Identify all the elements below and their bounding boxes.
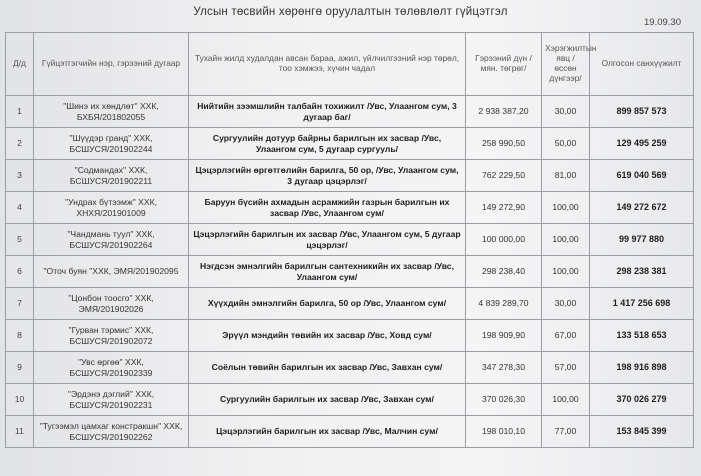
row-description: Цэцэрлэгийн барилгын их засвар /Увс, Малчин сум/ bbox=[189, 416, 466, 448]
table-row bbox=[6, 160, 694, 192]
row-contractor: "Шинэ их хөндлөт" ХХК, БХБЯ/201802055 bbox=[34, 96, 189, 128]
row-progress: 100,00 bbox=[542, 224, 590, 256]
header-num: Д/д bbox=[6, 33, 34, 96]
row-progress: 50,00 bbox=[542, 128, 590, 160]
row-progress: 100,00 bbox=[542, 384, 590, 416]
table-row bbox=[6, 256, 694, 288]
row-funding: 899 857 573 bbox=[590, 96, 694, 128]
row-description: Нийтийн зээмшлийн талбайн тохижилт /Увс, Улаангом сум, 3 дугаар баг/ bbox=[189, 96, 466, 128]
row-amount: 198 010,10 bbox=[466, 416, 542, 448]
row-contractor: "Эрдэнэ дэглий" ХХК, БСШУСЯ/201902231 bbox=[34, 384, 189, 416]
table-row bbox=[6, 352, 694, 384]
row-progress: 77,00 bbox=[542, 416, 590, 448]
row-amount: 100 000,00 bbox=[466, 224, 542, 256]
row-progress: 100,00 bbox=[542, 192, 590, 224]
row-funding: 198 916 898 bbox=[590, 352, 694, 384]
row-description: Соёлын төвийн барилгын их засвар /Увс, Завхан сум/ bbox=[189, 352, 466, 384]
table-row bbox=[6, 96, 694, 128]
document-title: Улсын төсвийн хөрөнгө оруулалтын төлөвлөлт гүйцэтгэл bbox=[193, 6, 508, 18]
row-funding: 370 026 279 bbox=[590, 384, 694, 416]
row-progress: 100,00 bbox=[542, 256, 590, 288]
header-funding: Олгосон санхүүжилт bbox=[590, 33, 694, 96]
row-contractor: "Шүүдэр гранд" ХХК, БСШУСЯ/201902244 bbox=[34, 128, 189, 160]
row-num: 3 bbox=[6, 160, 34, 192]
table-row bbox=[6, 416, 694, 448]
row-num: 4 bbox=[6, 192, 34, 224]
row-funding: 153 845 399 bbox=[590, 416, 694, 448]
row-progress: 30,00 bbox=[542, 288, 590, 320]
row-funding: 619 040 569 bbox=[590, 160, 694, 192]
row-progress: 67,00 bbox=[542, 320, 590, 352]
investment-table bbox=[5, 32, 694, 448]
row-description: Сургуулийн барилгын их засвар /Увс, Завхан сум/ bbox=[189, 384, 466, 416]
row-contractor: "Гурван тэрмис" ХХК, БСШУСЯ/201902072 bbox=[34, 320, 189, 352]
document-date: 19.09.30 bbox=[644, 17, 681, 28]
table-row bbox=[6, 288, 694, 320]
row-progress: 81,00 bbox=[542, 160, 590, 192]
row-num: 2 bbox=[6, 128, 34, 160]
row-num: 5 bbox=[6, 224, 34, 256]
row-contractor: "Тугээмэл цамхаг констракшн" ХХК, БСШУСЯ/201902262 bbox=[34, 416, 189, 448]
row-progress: 57,00 bbox=[542, 352, 590, 384]
row-funding: 129 495 259 bbox=[590, 128, 694, 160]
row-num: 10 bbox=[6, 384, 34, 416]
row-amount: 762 229,50 bbox=[466, 160, 542, 192]
row-contractor: "Оточ буян "ХХК, ЭМЯ/201902095 bbox=[34, 256, 189, 288]
header-contractor: Гүйцэтгэгчийн нэр, гэрээний дугаар bbox=[34, 33, 189, 96]
table-row bbox=[6, 224, 694, 256]
row-amount: 4 839 289,70 bbox=[466, 288, 542, 320]
row-description: Баруун бүсийн ахмадын асрамжийн газрын барилгын их засвар /Увс, Улаангом сум/ bbox=[189, 192, 466, 224]
row-funding: 298 238 381 bbox=[590, 256, 694, 288]
table-header-row bbox=[6, 33, 694, 96]
row-progress: 30,00 bbox=[542, 96, 590, 128]
row-amount: 2 938 387,20 bbox=[466, 96, 542, 128]
row-amount: 258 990,50 bbox=[466, 128, 542, 160]
table-row bbox=[6, 192, 694, 224]
table-row bbox=[6, 320, 694, 352]
row-contractor: "Чандмань туул" ХХК, БСШУСЯ/201902264 bbox=[34, 224, 189, 256]
row-description: Хүүхдийн эмнэлгийн барилга, 50 ор /Увс, Улаангом сум/ bbox=[189, 288, 466, 320]
row-num: 7 bbox=[6, 288, 34, 320]
header-contract-amount: Гэрээний дүн / мян. төгрөг/ bbox=[466, 33, 542, 96]
row-amount: 149 272,90 bbox=[466, 192, 542, 224]
row-funding: 1 417 256 698 bbox=[590, 288, 694, 320]
row-description: Нэгдсэн эмнэлгийн барилгын сантехникийн их засвар /Увс, Улаангом сум/ bbox=[189, 256, 466, 288]
row-num: 9 bbox=[6, 352, 34, 384]
row-contractor: "Увс өргөө" ХХК, БСШУСЯ/201902339 bbox=[34, 352, 189, 384]
row-contractor: "Содмандах" ХХК, БСШУСЯ/201902211 bbox=[34, 160, 189, 192]
row-amount: 298 238,40 bbox=[466, 256, 542, 288]
row-num: 11 bbox=[6, 416, 34, 448]
row-funding: 99 977 880 bbox=[590, 224, 694, 256]
row-amount: 370 026,30 bbox=[466, 384, 542, 416]
header-description: Тухайн жилд худалдан авсан бараа, ажил, үйлчилгээний нэр төрөл, тоо хэмжээ, хүчин чадал bbox=[189, 33, 466, 96]
row-funding: 133 518 653 bbox=[590, 320, 694, 352]
row-amount: 198 909,90 bbox=[466, 320, 542, 352]
row-funding: 149 272 672 bbox=[590, 192, 694, 224]
row-description: Цэцэрлэгийн барилгын их засвар /Увс, Улаангом сум, 5 дугаар цэцэрлэг/ bbox=[189, 224, 466, 256]
row-contractor: "Ундрах бүтээмж" ХХК, ХНХЯ/201901009 bbox=[34, 192, 189, 224]
header-progress: Хэрэгжилтын явц / өссөн дүнгээр/ bbox=[542, 33, 590, 96]
row-contractor: "Цонбон тоосго" ХХК, ЭМЯ/201902026 bbox=[34, 288, 189, 320]
row-description: Сургуулийн дотуур байрны барилгын их засвар /Увс, Улаангом сум, 5 дугаар сургууль/ bbox=[189, 128, 466, 160]
row-num: 8 bbox=[6, 320, 34, 352]
row-num: 1 bbox=[6, 96, 34, 128]
row-description: Эрүүл мэндийн төвийн их засвар /Увс, Ховд сум/ bbox=[189, 320, 466, 352]
row-amount: 347 278,30 bbox=[466, 352, 542, 384]
row-num: 6 bbox=[6, 256, 34, 288]
row-description: Цэцэрлэгийн өргөтгөлийн барилга, 50 ор, /Увс, Улаангом сум, 3 дугаар цэцэрлэг/ bbox=[189, 160, 466, 192]
table-row bbox=[6, 384, 694, 416]
table-row bbox=[6, 128, 694, 160]
